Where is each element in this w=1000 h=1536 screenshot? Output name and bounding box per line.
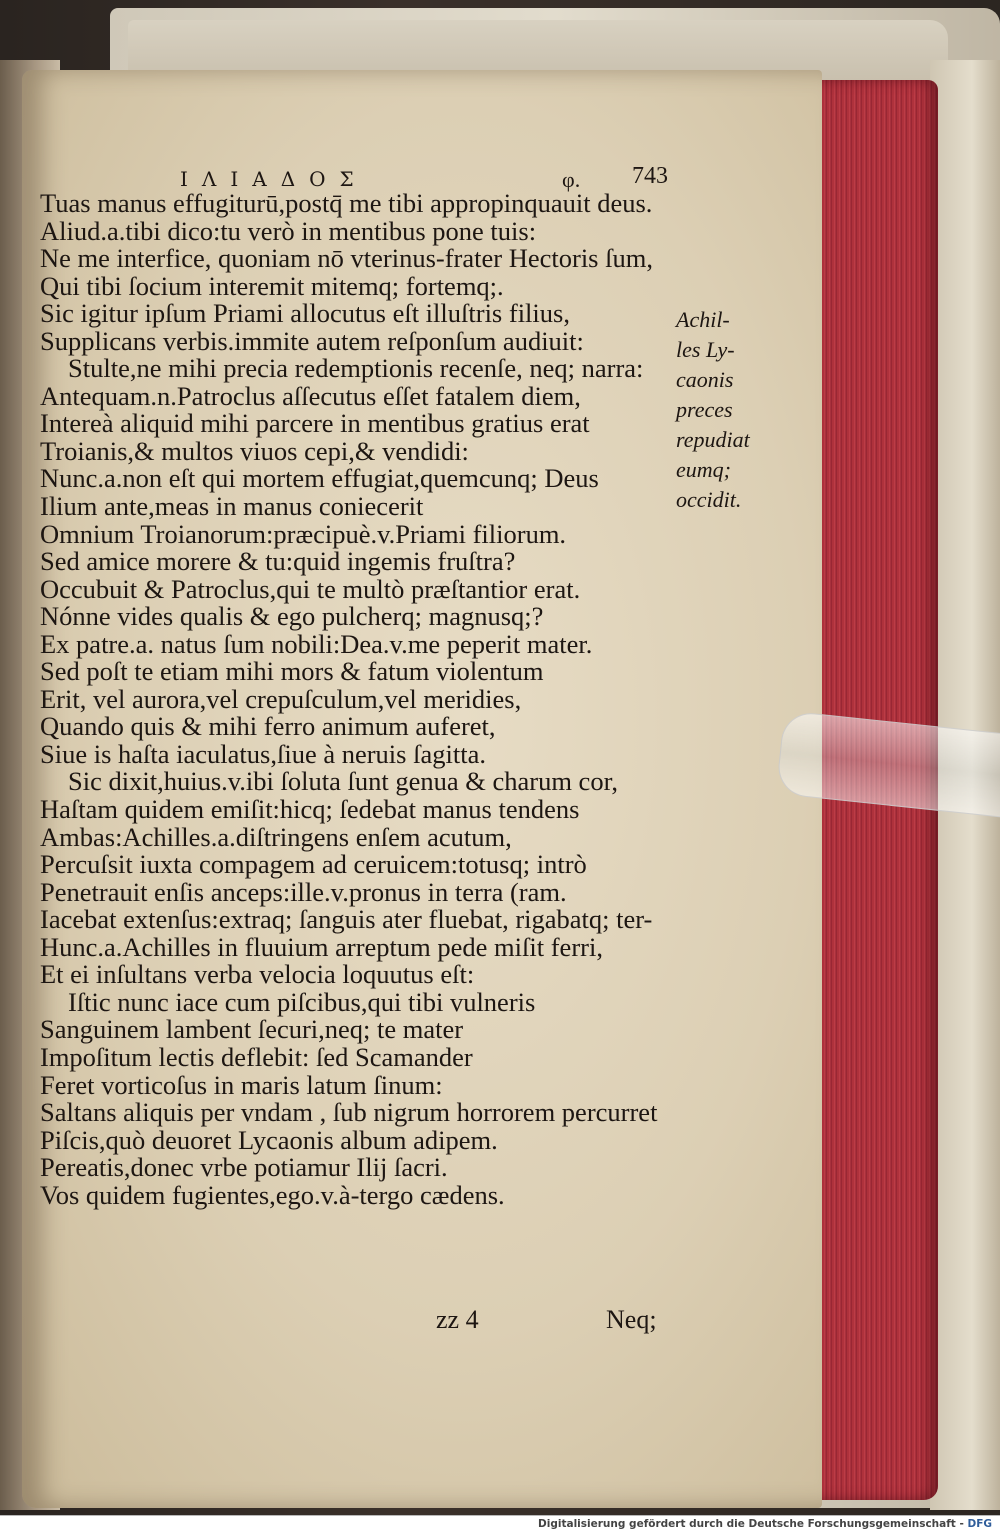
text-line: Sic igitur ipſum Priami allocutus eſt illuſtris filius, (40, 298, 570, 329)
text-line: Haſtam quidem emiſit:hicq; ſedebat manus tendens (40, 794, 580, 825)
catchword: Neq; (606, 1305, 657, 1334)
text-line: Antequam.n.Patroclus aſſecutus eſſet fatalem diem, (40, 380, 581, 411)
text-line: Occubuit & Patroclus,qui te multò præſtantior erat. (40, 573, 581, 604)
text-line: Ambas:Achilles.a.diſtringens enſem acutum, (40, 821, 512, 852)
text-line: Troianis,& multos viuos cepi,& vendidi: (40, 435, 469, 466)
text-line: Et ei inſultans verba velocia loquutus eſt: (40, 959, 475, 990)
marginal-note-line: occidit. (676, 487, 742, 512)
footer-credit-text: Digitalisierung gefördert durch die Deutsche Forschungsgemeinschaft - (538, 1518, 968, 1530)
signature-mark: zz 4 (436, 1305, 479, 1334)
page-number: 743 (632, 163, 668, 189)
running-head-title: ΙΛΙΑΔΟΣ (180, 167, 368, 191)
running-head-signature: φ. (562, 167, 581, 192)
text-line: Siue is haſta iaculatus,ſiue à neruis ſagitta. (40, 738, 486, 769)
catchword-line (40, 1305, 680, 1335)
marginal-note-line: caonis (676, 367, 734, 392)
marginal-note-line: repudiat (676, 427, 750, 452)
text-line: Ex patre.a. natus ſum nobili:Dea.v.me peperit mater. (40, 628, 593, 659)
marginal-note-line: preces (676, 397, 733, 422)
text-line: Qui tibi ſocium interemit mitemq; fortemq;. (40, 270, 504, 301)
marginal-note (676, 305, 776, 515)
text-line: Aliud.a.tibi dico:tu verò in mentibus pone tuis: (40, 215, 537, 246)
text-line: Intereà aliquid mihi parcere in mentibus gratius erat (40, 408, 590, 439)
text-line: Supplicans verbis.immite autem reſponſum audiuit: (40, 325, 584, 356)
text-line: Impoſitum lectis deflebit: ſed Scamander (40, 1041, 473, 1072)
text-line: Vos quidem fugientes,ego.v.à-tergo cædens. (40, 1179, 505, 1210)
text-line: Nónne vides qualis & ego pulcherq; magnusq;? (40, 601, 544, 632)
text-line: Tuas manus effugiturū,postq̄ me tibi appropinquauit deus. (40, 188, 653, 218)
text-line: Piſcis,quò deuoret Lycaonis album adipem. (40, 1124, 498, 1155)
text-line: Iſtic nunc iace cum piſcibus,qui tibi vulneris (68, 986, 536, 1017)
text-line: Pereatis,donec vrbe potiamur Ilij ſacri. (40, 1152, 448, 1183)
text-line: Hunc.a.Achilles in fluuium arreptum pede miſit ferri, (40, 931, 603, 962)
text-line: Iacebat extenſus:extraq; ſanguis ater fluebat, rigabatq; ter- (40, 904, 653, 935)
text-line: Sed poſt te etiam mihi mors & fatum violentum (40, 656, 544, 687)
text-line: Quando quis & mihi ferro animum auferet, (40, 711, 496, 742)
text-line: Ne me interfice, quoniam nō vterinus-frater Hectoris ſum, (40, 243, 653, 274)
text-line: Feret vorticoſus in maris latum ſinum: (40, 1069, 443, 1100)
marginal-note-line: eumq; (676, 457, 731, 482)
text-line: Erit, vel aurora,vel crepuſculum,vel meridies, (40, 683, 522, 714)
footer-bar (0, 1515, 1000, 1536)
marginal-note-line: les Ly- (676, 337, 735, 362)
marginal-note-line: Achil- (676, 307, 730, 332)
main-text-block (40, 190, 680, 1209)
text-line: Sanguinem lambent ſecuri,neq; te mater (40, 1014, 464, 1045)
footer-credit (538, 1518, 992, 1530)
text-line: Nunc.a.non eſt qui mortem effugiat,quemcunq; Deus (40, 463, 599, 494)
text-line: Ilium ante,meas in manus coniecerit (40, 491, 424, 522)
text-line: Sed amice morere & tu:quid ingemis fruſtra? (40, 546, 516, 577)
text-line: Omnium Troianorum:præcipuè.v.Priami filiorum. (40, 518, 567, 549)
text-line: Percuſsit iuxta compagem ad ceruicem:totusq; intrò (40, 849, 587, 880)
dfg-logo: DFG (967, 1518, 992, 1530)
text-line: Penetrauit enſis anceps:ille.v.pronus in terra (ram. (40, 876, 567, 907)
text-line: Sic dixit,huius.v.ibi ſoluta ſunt genua & charum cor, (68, 766, 618, 797)
text-line: Saltans aliquis per vndam , ſub nigrum horrorem percurret (40, 1097, 658, 1128)
text-line: Stulte,ne mihi precia redemptionis recenſe, neq; narra: (68, 353, 644, 384)
